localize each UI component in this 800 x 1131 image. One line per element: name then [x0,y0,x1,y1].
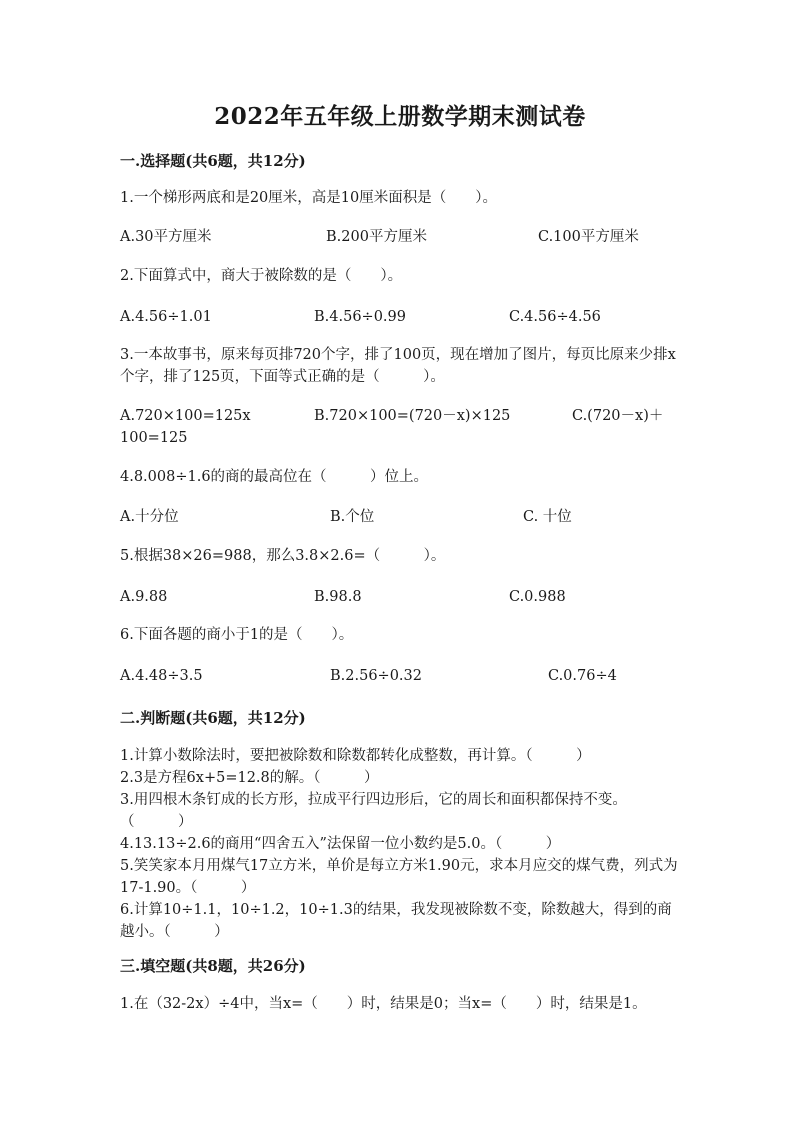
page-title: 2022年五年级上册数学期末测试卷 [214,103,586,130]
option-a: A.9.88 [120,589,168,605]
judgement-item: 5.笑笑家本月用煤气17立方米，单价是每立方米1.90元，求本月应交的煤气费，列式为17-1.90。（ ） [120,858,678,896]
option-c: C.4.56÷4.56 [509,309,601,325]
option-b: B.98.8 [314,589,362,605]
section-heading-true-false: 二.判断题(共6题，共12分) [120,709,306,727]
option-b: B.720×100=(720－x)×125 [314,408,511,424]
option-c: C.0.988 [509,589,566,605]
question-text: 1.一个梯形两底和是20厘米，高是10厘米面积是（ ）。 [120,190,497,206]
question-text: 5.根据38×26=988，那么3.8×2.6=（ ）。 [120,548,446,564]
option-c: C.(720－x)＋ [572,408,664,424]
question-text: 4.8.008÷1.6的商的最高位在（ ）位上。 [120,469,429,485]
option-c: C.100平方厘米 [538,229,639,245]
option-a: A.十分位 [120,509,179,525]
option-a: A.4.56÷1.01 [120,309,212,325]
judgement-item: 3.用四根木条钉成的长方形，拉成平行四边形后，它的周长和面积都保持不变。（ ） [120,792,627,830]
option-b: B.2.56÷0.32 [330,668,422,684]
question-text: 2.下面算式中，商大于被除数的是（ ）。 [120,268,403,284]
judgement-item: 4.13.13÷2.6的商用“四舍五入”法保留一位小数约是5.0。（ ） [120,836,561,852]
option-b: B.个位 [330,509,375,525]
question-text: 6.下面各题的商小于1的是（ ）。 [120,627,354,643]
option-b: B.200平方厘米 [326,229,427,245]
option-a: A.720×100=125x [120,408,251,424]
question-text: 3.一本故事书，原来每页排720个字，排了100页，现在增加了图片，每页比原来少排x个字，排了125页，下面等式正确的是（ ）。 [120,347,676,385]
judgement-item: 2.3是方程6x+5=12.8的解。（ ） [120,770,379,786]
option-b: B.4.56÷0.99 [314,309,406,325]
option-a: A.4.48÷3.5 [120,668,203,684]
section-heading-fill-in: 三.填空题(共8题，共26分) [120,957,306,975]
option-c: C.0.76÷4 [548,668,617,684]
judgement-item: 6.计算10÷1.1，10÷1.2，10÷1.3的结果，我发现被除数不变，除数越大，得到的商越小。（ ） [120,902,672,940]
option-a: A.30平方厘米 [120,229,212,245]
option-c: C. 十位 [523,509,572,525]
fill-in-item: 1.在（32-2x）÷4中，当x=（ ）时，结果是0；当x=（ ）时，结果是1。 [120,996,647,1012]
section-heading-multiple-choice: 一.选择题(共6题，共12分) [120,152,306,170]
option-c-continued: 100=125 [120,430,188,446]
judgement-item: 1.计算小数除法时，要把被除数和除数都转化成整数，再计算。（ ） [120,748,591,764]
